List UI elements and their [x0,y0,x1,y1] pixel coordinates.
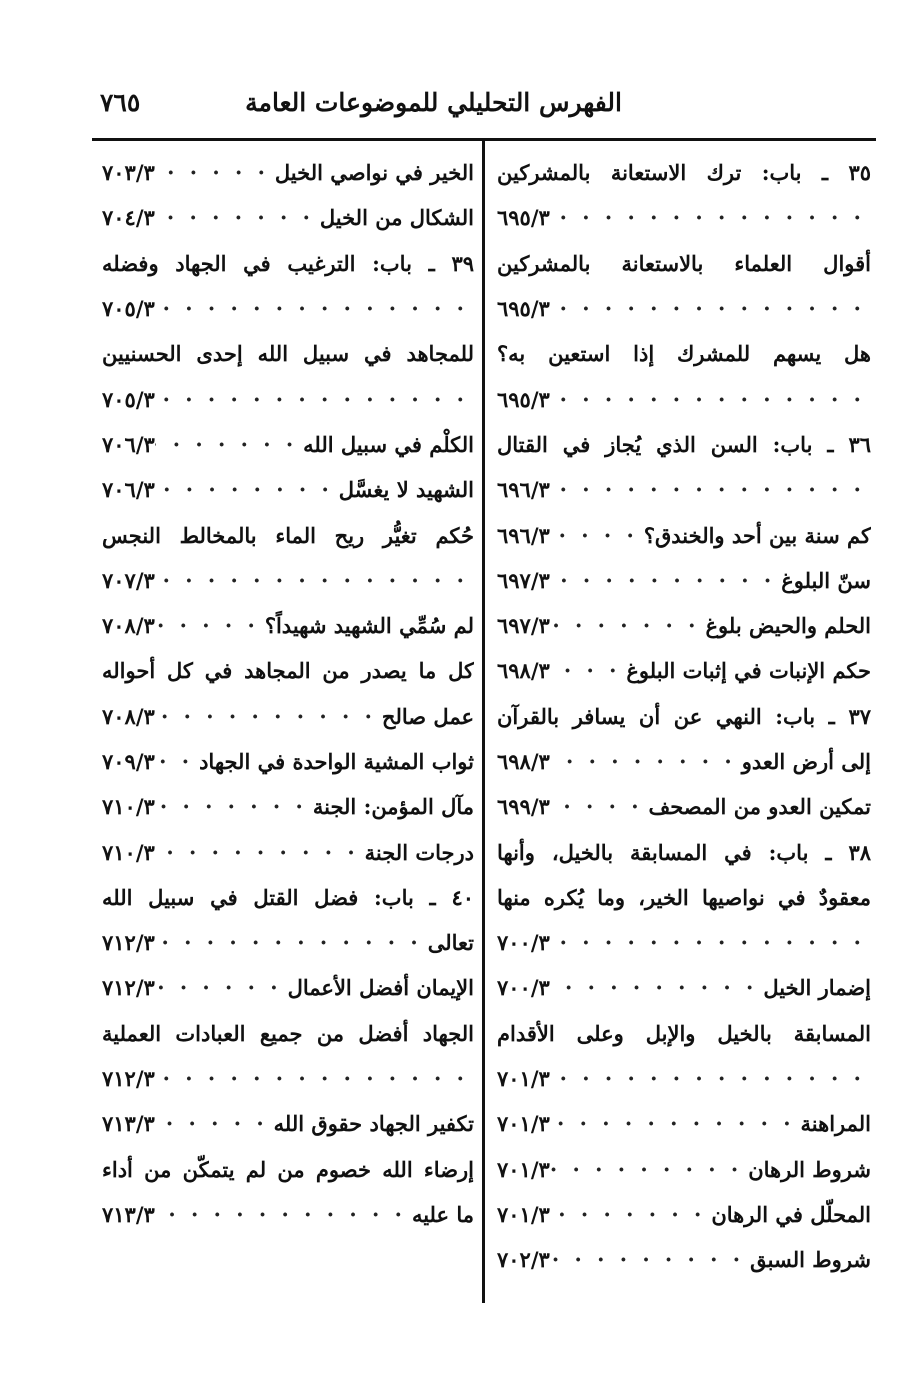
leader-dots [550,523,644,548]
page-reference: ٧٠٥/٣ [102,296,155,322]
page-reference: ٧٠٢/٣ [497,1247,550,1273]
index-entry [102,376,474,421]
index-entry [497,829,871,874]
index-entry [497,1237,871,1282]
index-entry [102,965,474,1010]
leader-dots [155,749,199,774]
leader-dots [550,975,764,1000]
page-header [92,88,872,132]
entry-text: تعالى [427,930,474,956]
index-entry [102,150,474,195]
page-reference: ٧٠٨/٣ [102,703,155,729]
page-reference: ٧١٢/٣ [102,975,155,1001]
leader-dots [550,613,706,638]
leader-dots [550,1247,750,1272]
leader-dots [550,1157,748,1182]
entry-text: الشكال من الخيل [319,205,474,231]
page-reference: ٧٠٩/٣ [102,749,155,774]
entry-text: ٣٨ ـ باب: في المسابقة بالخيل، وأنها [497,839,871,865]
page-reference: ٦٩٥/٣ [497,205,550,231]
index-entry [497,1101,871,1146]
index-entry [497,286,871,331]
page-reference: ٧٠١/٣ [497,1156,550,1182]
index-entry [497,875,871,920]
index-entry [102,829,474,874]
index-entry [497,241,871,286]
index-entry [497,784,871,829]
leader-dots [550,930,871,955]
leader-dots [155,1066,474,1091]
entry-text: سنّ البلوغ [781,567,871,593]
page-reference: ٧٠٠/٣ [497,975,550,1001]
column-divider [482,140,485,1303]
index-entry [102,1011,474,1056]
entry-text: تكفير الجهاد حقوق الله [273,1111,474,1137]
entry-text: كل ما يصدر من المجاهد في كل أحواله [102,658,474,684]
index-column-right [497,150,871,1282]
index-entry [497,1011,871,1056]
index-entry [497,376,871,421]
entry-text: ٣٦ ـ باب: السن الذي يُجاز في القتال [497,431,871,457]
page-reference: ٧٠٧/٣ [102,567,155,593]
leader-dots [550,1066,871,1091]
entry-text: ما عليه [411,1201,474,1227]
entry-text: مآل المؤمن: الجنة [312,794,474,820]
index-entry [102,286,474,331]
page-reference: ٧٠١/٣ [497,1111,550,1137]
leader-dots [550,477,871,502]
entry-text: المسابقة بالخيل والإبل وعلى الأقدام [497,1020,871,1046]
entry-text: لم سُمِّي الشهيد شهيداً؟ [264,613,474,639]
entry-text: شروط السبق [750,1247,871,1273]
entry-text: ٤٠ ـ باب: فضل القتل في سبيل الله [102,884,474,910]
page-title: الفهرس التحليلي للموضوعات العامة [245,88,622,117]
page-reference: ٧٠٦/٣ [102,477,155,503]
entry-text: الحلم والحيض بلوغ [705,613,871,639]
index-column-left [102,150,474,1237]
entry-text: معقودٌ في نواصيها الخير، وما يُكره منها [497,884,871,910]
index-entry [102,784,474,829]
entry-text: درجات الجنة [364,839,474,865]
index-entry [102,422,474,467]
leader-dots [550,794,649,819]
entry-text: الجهاد أفضل من جميع العبادات العملية [102,1020,474,1046]
leader-dots [155,477,339,502]
leader-dots [155,975,288,1000]
index-entry [102,739,474,784]
index-entry [497,648,871,693]
page-reference: ٧١٣/٣ [102,1111,155,1137]
page-reference: ٦٩٨/٣ [497,658,550,684]
leader-dots [550,1111,801,1136]
leader-dots [155,613,265,638]
leader-dots [155,387,474,412]
entry-text: المراهنة [800,1111,871,1137]
index-entry [102,1147,474,1192]
leader-dots [155,704,382,729]
page-reference: ٧٠٥/٣ [102,386,155,412]
page-reference: ٧١٠/٣ [102,794,155,820]
page-reference: ٧١٠/٣ [102,839,155,865]
leader-dots [550,568,781,593]
index-entry [102,920,474,965]
index-entry [497,195,871,240]
leader-dots [155,794,313,819]
leader-dots [155,930,428,955]
index-entry [497,331,871,376]
index-entry [102,648,474,693]
entry-text: أقوال العلماء بالاستعانة بالمشركين [497,250,871,276]
page-number: ٧٦٥ [100,88,141,117]
entry-text: حكم الإنبات في إثبات البلوغ [626,658,871,684]
entry-text: إرضاء الله خصوم من لم يتمكّن من أداء [102,1156,474,1182]
leader-dots [155,205,320,230]
leader-dots [155,1202,412,1227]
entry-text: عمل صالح [381,703,474,729]
index-entry [102,875,474,920]
index-entry [102,195,474,240]
page-reference: ٦٩٦/٣ [497,477,550,503]
page-reference: ٦٩٥/٣ [497,296,550,322]
index-entry [497,512,871,557]
index-entry [497,467,871,512]
entry-text: حُكم تغيُّر ريح الماء بالمخالط النجس [102,522,474,548]
index-entry [497,603,871,648]
entry-text: إضمار الخيل [763,975,871,1001]
page-reference: ٦٩٥/٣ [497,386,550,412]
page-reference: ٧١٢/٣ [102,1066,155,1092]
leader-dots [155,160,275,185]
index-entry [102,558,474,603]
entry-text: ٣٩ ـ باب: الترغيب في الجهاد وفضله [102,250,474,276]
index-entry [102,1192,474,1237]
entry-text: إلى أرض العدو [741,749,871,774]
leader-dots [155,296,474,321]
index-entry [497,1192,871,1237]
leader-dots [155,432,303,457]
entry-text: المحلّل في الرهان [711,1201,871,1227]
entry-text: ٣٥ ـ باب: ترك الاستعانة بالمشركين [497,160,871,186]
page-reference: ٧٠٣/٣ [102,160,155,186]
page-reference: ٦٩٩/٣ [497,794,550,820]
entry-text: الإيمان أفضل الأعمال [287,975,474,1001]
leader-dots [550,1202,712,1227]
leader-dots [155,568,474,593]
leader-dots [550,749,742,774]
index-entry [497,558,871,603]
page-reference: ٧٠٠/٣ [497,930,550,956]
page-reference: ٦٩٨/٣ [497,749,550,774]
entry-text: هل يسهم للمشرك إذا استعين به؟ [497,341,871,367]
index-entry [102,694,474,739]
index-entry [497,1147,871,1192]
index-entry [497,150,871,195]
index-entry [102,603,474,648]
leader-dots [550,296,871,321]
index-entry [102,467,474,512]
index-entry [102,512,474,557]
index-entry [497,422,871,467]
page-reference: ٧٠١/٣ [497,1201,550,1227]
page-reference: ٧١٢/٣ [102,930,155,956]
leader-dots [155,1111,274,1136]
page-reference: ٧٠٨/٣ [102,613,155,639]
entry-text: الشهيد لا يغسَّل [338,477,474,503]
leader-dots [550,205,871,230]
index-entry [497,965,871,1010]
page-reference: ٦٩٦/٣ [497,522,550,548]
page-reference: ٧٠٤/٣ [102,205,155,231]
entry-text: كم سنة بين أحد والخندق؟ [643,522,871,548]
index-entry [102,241,474,286]
index-entry [497,1056,871,1101]
index-entry [102,1101,474,1146]
index-entry [497,920,871,965]
page-reference: ٧١٣/٣ [102,1201,155,1227]
leader-dots [550,387,871,412]
entry-text: ثواب المشية الواحدة في الجهاد [199,749,474,774]
entry-text: تمكين العدو من المصحف [648,794,871,820]
page-reference: ٧٠٦/٣ [102,431,155,457]
leader-dots [550,658,627,683]
leader-dots [155,840,365,865]
entry-text: شروط الرهان [748,1156,871,1182]
entry-text: للمجاهد في سبيل الله إحدى الحسنيين [102,341,474,367]
page-reference: ٦٩٧/٣ [497,613,550,639]
index-entry [497,694,871,739]
entry-text: الخير في نواصي الخيل [274,160,474,186]
index-entry [102,1056,474,1101]
page-reference: ٦٩٧/٣ [497,567,550,593]
entry-text: ٣٧ ـ باب: النهي عن أن يسافر بالقرآن [497,703,871,729]
page-reference: ٧٠١/٣ [497,1066,550,1092]
entry-text: الكلْم في سبيل الله [303,431,474,457]
index-entry [102,331,474,376]
index-entry [497,739,871,784]
